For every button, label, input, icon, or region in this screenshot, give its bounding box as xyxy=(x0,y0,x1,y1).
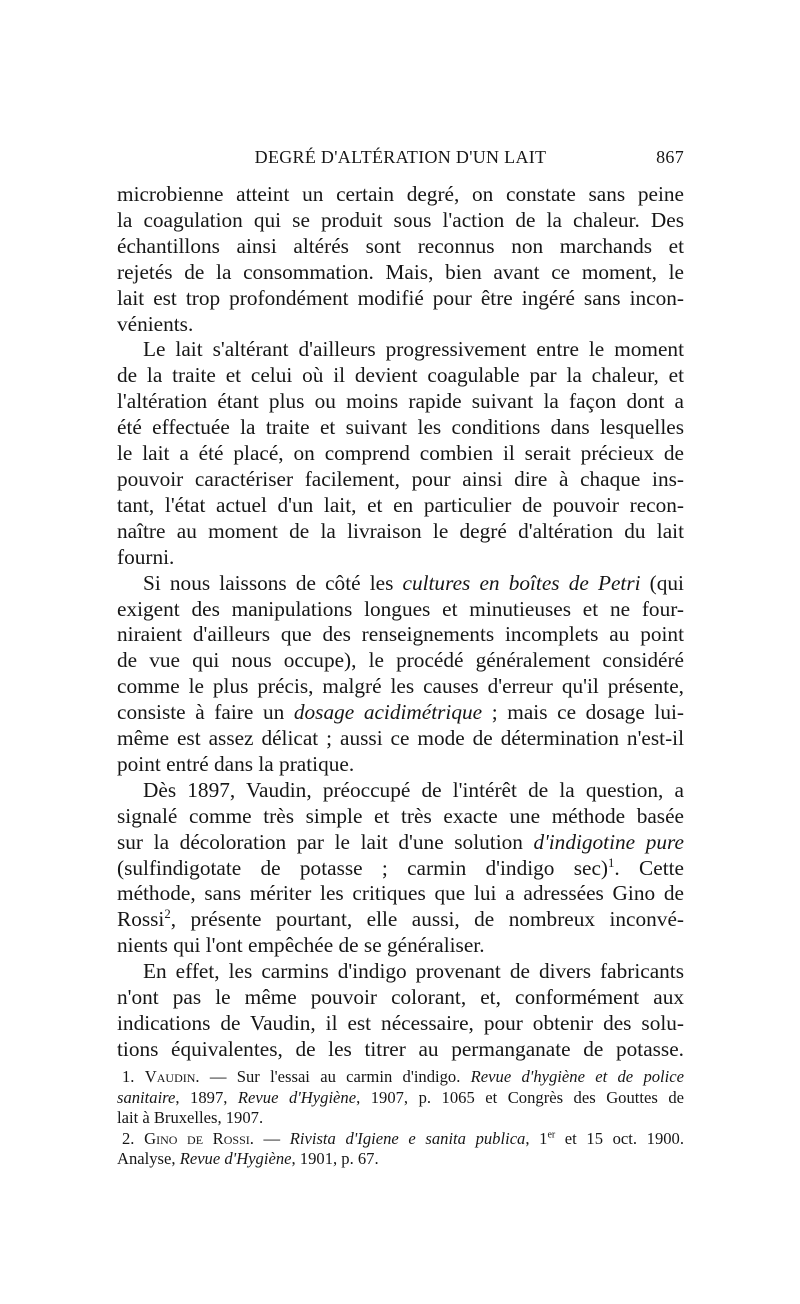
text-run: , 1907, p. 1065 et Congrès des Gouttes de xyxy=(356,1087,684,1107)
text-run: . Cette xyxy=(614,855,684,880)
text-line: de la traite et celui où il devient coagulable par la chaleur, et xyxy=(117,363,684,388)
text-run: — Sur l'essai au carmin d'indigo. xyxy=(199,1067,471,1086)
journal-title: Revue d'Hygiène xyxy=(237,1087,357,1107)
body-text xyxy=(117,182,684,1063)
text-run: (qui xyxy=(640,570,684,595)
text-run: Si nous laissons de côté les xyxy=(143,570,403,595)
page-number: 867 xyxy=(656,147,684,167)
text-line: échantillons ainsi altérés sont reconnus non marchands et xyxy=(117,233,684,258)
text-line: lait est trop profondément modifié pour être ingéré sans incon- xyxy=(117,285,684,310)
text-line: Dès 1897, Vaudin, préoccupé de l'intérêt de la question, a xyxy=(143,777,684,802)
text-line xyxy=(117,856,684,882)
text-line xyxy=(117,1129,684,1150)
paragraph-5 xyxy=(117,959,684,1063)
text-line xyxy=(117,1067,684,1088)
footnotes xyxy=(117,1067,684,1170)
text-line: Le lait s'altérant d'ailleurs progressivement entre le moment xyxy=(143,337,684,362)
text-run: Rossi xyxy=(117,907,165,932)
text-line: indications de Vaudin, il est nécessaire, pour obtenir des solu- xyxy=(117,1011,684,1035)
journal-title: Revue d'Hygiène xyxy=(179,1149,292,1168)
paragraph-3 xyxy=(117,571,684,778)
text-line: naître au moment de la livraison le degré d'altération du lait xyxy=(117,518,684,543)
footnote-author: Gino de Rossi. xyxy=(144,1128,254,1148)
text-line: point entré dans la pratique. xyxy=(117,751,355,776)
text-line: lait à Bruxelles, 1907. xyxy=(117,1108,264,1127)
text-line xyxy=(117,907,684,933)
footnote-number: 1. xyxy=(122,1067,135,1086)
text-run: ; mais ce dosage lui- xyxy=(482,700,684,725)
text-run: , présente pourtant, elle aussi, de nombreux inconvé- xyxy=(170,907,684,932)
journal-title: sanitaire xyxy=(117,1087,176,1107)
text-line xyxy=(117,1088,684,1109)
text-run: — xyxy=(253,1128,290,1148)
text-line: n'ont pas le même pouvoir colorant, et, conformément aux xyxy=(117,985,684,1010)
text-line: même est assez délicat ; aussi ce mode de détermination n'est-il xyxy=(117,726,684,751)
text-line: En effet, les carmins d'indigo provenant de divers fabricants xyxy=(143,959,684,984)
text-line: comme le plus précis, malgré les causes d'erreur qu'il présente, xyxy=(117,674,684,699)
italic-term: cultures en boîtes de Petri xyxy=(402,570,641,595)
footnote-ref-1[interactable]: 1 xyxy=(608,855,615,870)
footnote-ref-2[interactable]: 2 xyxy=(164,907,171,922)
text-line: tions équivalentes, de les titrer au permanganate de potasse. xyxy=(117,1036,684,1061)
text-line xyxy=(117,571,684,597)
text-line: la coagulation qui se produit sous l'action de la chaleur. Des xyxy=(117,207,684,232)
paragraph-4 xyxy=(117,778,684,959)
italic-term: d'indigotine pure xyxy=(533,829,684,854)
text-line: pouvoir caractériser facilement, pour ainsi dire à chaque ins- xyxy=(117,466,684,491)
text-run: sur la décoloration par le lait d'une solution xyxy=(117,829,534,854)
text-run: , 1897, xyxy=(175,1087,238,1107)
text-run: consiste à faire un xyxy=(117,700,294,725)
journal-title: Rivista d'Igiene e sanita publica xyxy=(289,1128,526,1148)
text-run: , 1901, p. 67. xyxy=(291,1149,379,1168)
footnote-author: Vaudin. xyxy=(144,1067,200,1086)
running-title: DEGRÉ D'ALTÉRATION D'UN LAIT xyxy=(254,147,547,167)
footnote-2 xyxy=(117,1129,684,1170)
text-line: vénients. xyxy=(117,311,194,336)
text-run: (sulfindigotate de potasse ; carmin d'indigo sec) xyxy=(117,855,609,880)
text-run: Analyse, xyxy=(117,1149,180,1168)
text-line: rejetés de la consommation. Mais, bien avant ce moment, le xyxy=(117,259,684,284)
text-line xyxy=(117,830,684,856)
text-run: et 15 oct. 1900. xyxy=(555,1128,685,1148)
journal-title: Revue d'hygiène et de police xyxy=(470,1067,684,1086)
ordinal-suffix: er xyxy=(547,1128,556,1140)
text-line: méthode, sans mériter les critiques que lui a adressées Gino de xyxy=(117,881,684,906)
text-line xyxy=(117,1149,684,1170)
text-line: été effectuée la traite et suivant les conditions dans lesquelles xyxy=(117,415,684,440)
text-line: exigent des manipulations longues et minutieuses et ne four- xyxy=(117,596,684,621)
text-run: , 1 xyxy=(525,1128,548,1148)
text-line: tant, l'état actuel d'un lait, et en particulier de pouvoir recon- xyxy=(117,492,684,517)
footnote-number: 2. xyxy=(122,1128,135,1148)
text-line: nients qui l'ont empêchée de se généraliser. xyxy=(117,933,485,958)
text-line: de vue qui nous occupe), le procédé généralement considéré xyxy=(117,648,684,673)
paragraph-1 xyxy=(117,182,684,337)
text-line: l'altération étant plus ou moins rapide suivant la façon dont a xyxy=(117,389,684,414)
text-line: signalé comme très simple et très exacte une méthode basée xyxy=(117,803,684,828)
text-line: niraient d'ailleurs que des renseignements incomplets au point xyxy=(117,622,684,647)
page-header xyxy=(117,147,684,171)
paragraph-2 xyxy=(117,337,684,570)
text-line: microbienne atteint un certain degré, on constate sans peine xyxy=(117,182,684,206)
text-line: le lait a été placé, on comprend combien il serait précieux de xyxy=(117,441,684,466)
text-line: fourni. xyxy=(117,544,175,569)
footnote-1 xyxy=(117,1067,684,1129)
text-line xyxy=(117,700,684,726)
italic-term: dosage acidimétrique xyxy=(293,700,483,725)
